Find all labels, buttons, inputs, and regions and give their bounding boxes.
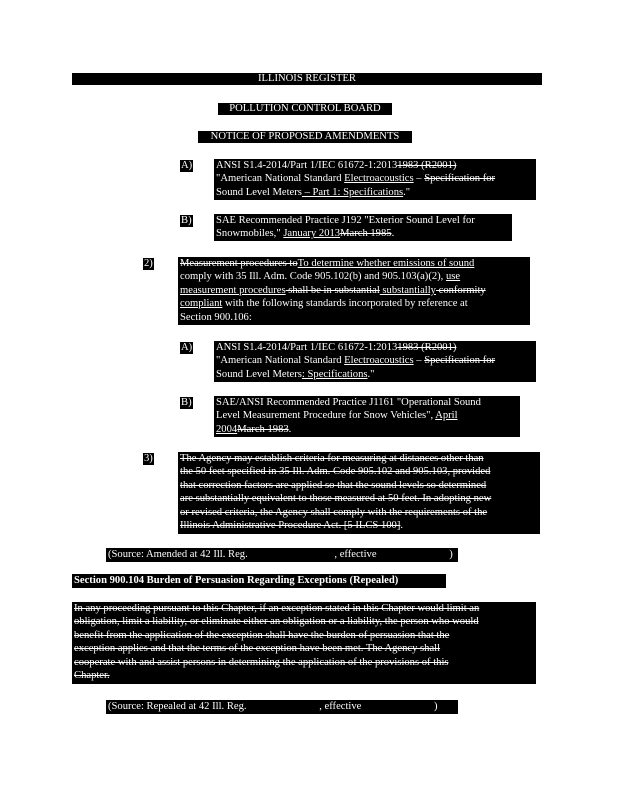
item-text: "American National Standard <box>216 173 345 185</box>
item-text: . <box>400 520 404 532</box>
item-label: B) <box>181 215 192 226</box>
deleted-text: Chapter. <box>74 670 110 682</box>
item-text: – <box>413 355 425 367</box>
subsection-label: 2) <box>144 258 153 269</box>
item-text: ANSI S1.4-2014/Part 1/IEC 61672-1:2013 <box>216 342 398 353</box>
item-text: Sound Level Meters <box>216 368 302 380</box>
deleted-text: March 1985 <box>340 228 392 240</box>
deleted-text: cooperate with and assist persons in determining the application of the provisions of this <box>74 656 449 668</box>
section-heading: Section 900.104 Burden of Persuasion Regarding Exceptions (Repealed) <box>72 574 446 588</box>
inserted-text: : Specifications <box>301 368 368 380</box>
deleted-text: the 50 feet specified in 35 Ill. Adm. Code 905.102 and 905.103, provided <box>180 466 491 478</box>
item-text: ." <box>403 186 411 198</box>
deleted-text: obligation, limit a liability, or eliminate either an obligation or a liability, the person who would <box>74 616 479 628</box>
deleted-text: or revised criteria, the Agency shall comply with the requirements of the <box>180 506 488 518</box>
source-note <box>106 700 458 714</box>
source-text: (Source: Amended at 42 Ill. Reg. <box>108 549 251 560</box>
source-note <box>106 548 458 562</box>
item-text: ." <box>367 368 375 380</box>
item-label: A) <box>181 342 193 353</box>
standard-item <box>214 341 536 382</box>
inserted-text: Electroacoustics <box>344 173 414 185</box>
inserted-text: compliant <box>180 298 223 310</box>
deleted-text: shall be in substantial <box>285 284 380 296</box>
item-text: Sound Level Meters <box>216 186 302 198</box>
inserted-text: January 2013 <box>283 228 341 240</box>
deleted-text: March 1983 <box>237 423 289 435</box>
inserted-text: measurement procedures <box>180 284 286 296</box>
item-label: B) <box>181 397 192 408</box>
deleted-text: that correction factors are applied so that the sound levels so determined <box>180 479 487 491</box>
subsection-text <box>178 452 540 534</box>
source-text: ) <box>434 701 438 712</box>
deleted-text: benefit from the application of the exception shall have the burden of persuasion that the <box>74 629 450 641</box>
deleted-text: Specification for <box>424 355 496 367</box>
source-text: , effective <box>319 701 365 712</box>
item-text: . <box>391 228 395 240</box>
item-text: comply with 35 Ill. Adm. Code 905.102(b) and 905.103(a)(2), <box>180 271 446 283</box>
item-text: ANSI S1.4-2014/Part 1/IEC 61672-1:2013 <box>216 160 398 171</box>
inserted-text: 2004 <box>216 423 238 435</box>
item-text: SAE/ANSI Recommended Practice J1161 "Operational Sound <box>216 397 481 408</box>
source-text: , effective <box>334 549 380 560</box>
item-text: – <box>413 173 425 185</box>
inserted-text: Electroacoustics <box>344 355 414 367</box>
deleted-text: Specification for <box>424 173 496 185</box>
item-text: with the following standards incorporated by reference at <box>222 298 468 310</box>
subsection-text <box>178 257 530 325</box>
item-label: A) <box>181 160 193 171</box>
register-header: ILLINOIS REGISTER <box>72 73 542 85</box>
inserted-text: use <box>445 271 461 283</box>
source-text: ) <box>449 549 453 560</box>
standard-item <box>214 159 536 200</box>
item-text: Snowmobiles," <box>216 228 284 240</box>
subsection-label: 3) <box>144 453 153 464</box>
deleted-text: The Agency may establish criteria for measuring at distances other than <box>180 453 484 464</box>
notice-header: NOTICE OF PROPOSED AMENDMENTS <box>198 131 412 143</box>
item-text: . <box>288 423 292 435</box>
board-header: POLLUTION CONTROL BOARD <box>218 103 392 115</box>
deleted-text: Measurement procedures to <box>180 258 298 269</box>
deleted-text: Illinois Administrative Procedure Act. [5 ILCS 100] <box>180 520 401 532</box>
deleted-text: conformity <box>435 284 486 296</box>
item-text: SAE Recommended Practice J192 "Exterior Sound Level for <box>216 215 475 226</box>
standard-item <box>214 214 512 241</box>
inserted-text: To determine whether emissions of sound <box>297 258 475 269</box>
item-text: "American National Standard <box>216 355 345 367</box>
standard-item <box>214 396 520 437</box>
inserted-text: – Part 1: Specifications <box>301 186 404 198</box>
deleted-text: are substantially equivalent to those measured at 50 feet. In adopting new <box>180 493 492 505</box>
deleted-text: exception applies and that the terms of the exception have been met. The Agency shall <box>74 643 441 655</box>
deleted-text: 1983 (R2001) <box>397 160 457 171</box>
source-text: (Source: Repealed at 42 Ill. Reg. <box>108 701 250 712</box>
section-paragraph <box>72 602 536 684</box>
deleted-text: In any proceeding pursuant to this Chapter, if an exception stated in this Chapter would limit an <box>74 603 480 614</box>
item-text: Level Measurement Procedure for Snow Vehicles", <box>216 410 436 422</box>
inserted-text: April <box>435 410 458 422</box>
deleted-text: 1983 (R2001) <box>397 342 457 353</box>
inserted-text: substantially <box>379 284 436 296</box>
item-text: Section 900.106: <box>180 311 252 323</box>
